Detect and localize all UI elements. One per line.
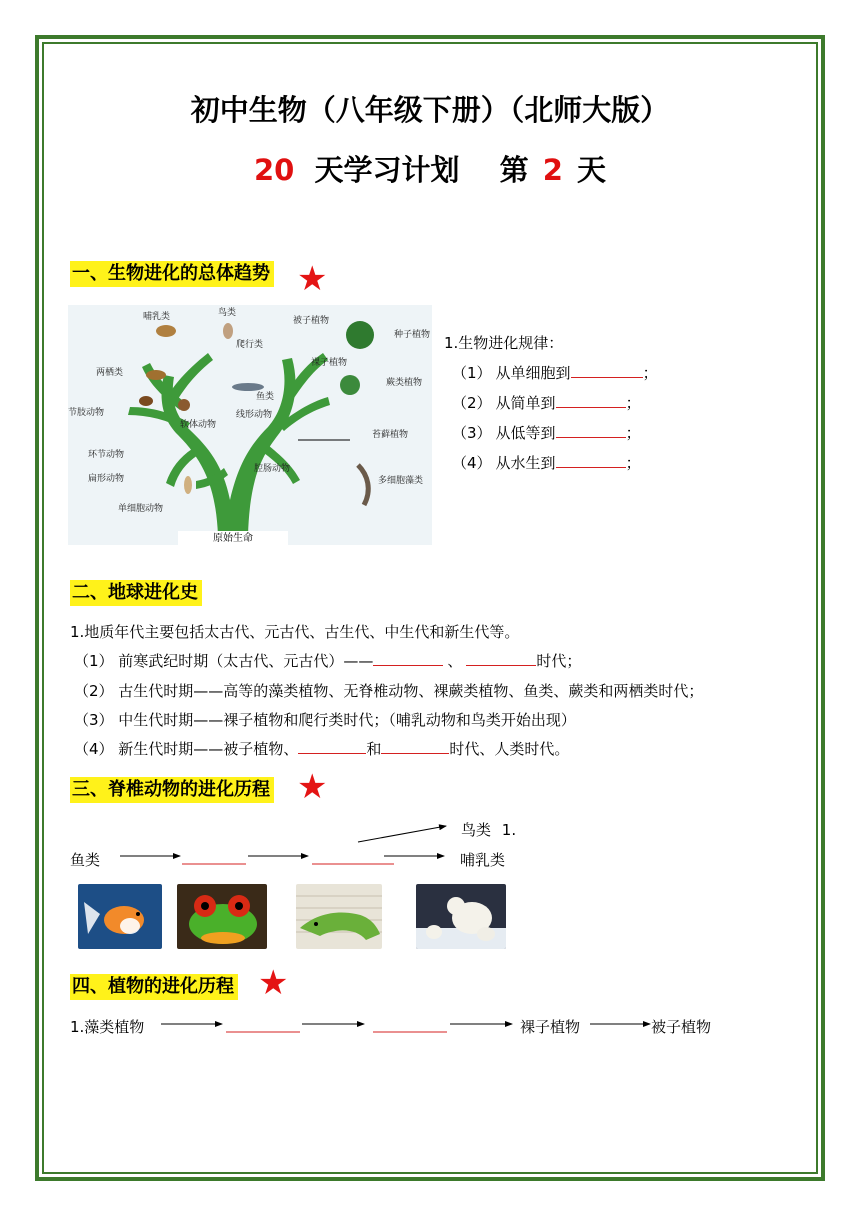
fill-blank[interactable] xyxy=(556,453,626,468)
tree-label: 线形动物 xyxy=(236,410,273,420)
rule-item-1 xyxy=(452,362,658,383)
tree-label: 节肢动物 xyxy=(68,408,105,418)
star-icon: ★ xyxy=(258,963,289,1003)
rule-text: 从水生到 xyxy=(495,454,556,472)
geology-period-4 xyxy=(74,738,569,759)
punct: ； xyxy=(625,394,641,412)
page-border-inner xyxy=(42,42,818,1174)
geology-intro: 1.地质年代主要包括太古代、元古代、古生代、中生代和新生代等。 xyxy=(70,623,520,641)
bird-label: 鸟类 xyxy=(461,821,492,839)
section1-heading-row xyxy=(70,259,274,285)
bird-num: 1. xyxy=(501,821,517,839)
section2-heading-row xyxy=(70,578,202,604)
tree-label: 爬行类 xyxy=(236,340,264,350)
geology-period-2: （2） 古生代时期——高等的藻类植物、无脊椎动物、裸蕨类植物、鱼类、蕨类和两栖类时代； xyxy=(74,682,704,700)
tree-label: 被子植物 xyxy=(293,316,330,326)
punct: ； xyxy=(642,364,658,382)
fill-blank[interactable] xyxy=(381,739,449,754)
fill-blank[interactable] xyxy=(556,393,626,408)
tree-label: 多细胞藻类 xyxy=(378,476,424,486)
tree-label: 软体动物 xyxy=(180,420,217,430)
vertebrate-mammal: 哺乳类 xyxy=(460,851,506,869)
rule-item-3 xyxy=(452,422,641,443)
period-text: 时代； xyxy=(536,652,582,670)
day-suffix: 天 xyxy=(577,153,607,187)
rule-num: （3） xyxy=(452,424,492,442)
evolution-tree-figure xyxy=(68,305,432,545)
rule-item-4 xyxy=(452,452,641,473)
iguana-photo xyxy=(296,884,382,949)
day-number: 2 xyxy=(542,153,563,187)
tree-label: 鸟类 xyxy=(218,308,237,318)
fill-blank[interactable] xyxy=(571,363,643,378)
tree-label: 苔藓植物 xyxy=(372,430,409,440)
fill-blank[interactable] xyxy=(373,651,443,666)
geology-period-1 xyxy=(74,650,581,671)
period-text: （1） 前寒武纪时期（太古代、元古代）—— xyxy=(74,652,374,670)
tree-label: 腔肠动物 xyxy=(254,464,291,474)
plant-gymnosperm: 裸子植物 xyxy=(520,1018,581,1036)
rule-num: （4） xyxy=(452,454,492,472)
plan-number: 20 xyxy=(253,153,295,187)
rule-text: 从单细胞到 xyxy=(495,364,571,382)
vertebrate-bird xyxy=(461,819,516,840)
evolution-rule-title: 1.生物进化规律： xyxy=(444,334,564,352)
fill-blank[interactable] xyxy=(466,651,536,666)
tree-label: 种子植物 xyxy=(394,330,431,340)
punct: 、 xyxy=(447,652,463,670)
geology-period-3: （3） 中生代时期——裸子植物和爬行类时代；（哺乳动物和鸟类开始出现） xyxy=(74,711,576,729)
rule-text: 从简单到 xyxy=(495,394,556,412)
polar-bear-photo xyxy=(416,884,506,949)
section4-heading-row xyxy=(70,972,238,998)
punct: ； xyxy=(625,424,641,442)
period-text: 和 xyxy=(366,740,382,758)
punct: ； xyxy=(625,454,641,472)
vertebrate-flow-arrows xyxy=(0,810,860,870)
tree-label: 蕨类植物 xyxy=(386,378,423,388)
plant-algae: 1.藻类植物 xyxy=(70,1018,145,1036)
rule-item-2 xyxy=(452,392,641,413)
tree-label: 鱼类 xyxy=(256,392,275,402)
tree-label: 哺乳类 xyxy=(143,312,171,322)
section1-heading: 一、生物进化的总体趋势 xyxy=(70,261,274,287)
section3-heading-row xyxy=(70,775,274,801)
section3-heading: 三、脊椎动物的进化历程 xyxy=(70,777,274,803)
star-icon: ★ xyxy=(297,767,328,807)
tree-label: 扁形动物 xyxy=(88,474,125,484)
rule-num: （2） xyxy=(452,394,492,412)
plan-subtitle xyxy=(0,148,860,189)
tree-label: 两栖类 xyxy=(96,368,124,378)
section2-heading: 二、地球进化史 xyxy=(70,580,202,606)
section4-heading: 四、植物的进化历程 xyxy=(70,974,238,1000)
vertebrate-fish: 鱼类 xyxy=(70,851,101,869)
period-text: 时代、人类时代。 xyxy=(449,740,570,758)
goldfish-photo xyxy=(78,884,162,949)
evolution-tree-graphic xyxy=(68,305,432,545)
plant-angiosperm: 被子植物 xyxy=(651,1018,712,1036)
star-icon: ★ xyxy=(297,259,328,299)
tree-label: 裸子植物 xyxy=(311,358,348,368)
fill-blank[interactable] xyxy=(556,423,626,438)
page-title: 初中生物（八年级下册）（北师大版） xyxy=(190,93,670,127)
period-text: （4） 新生代时期——被子植物、 xyxy=(74,740,299,758)
plan-text: 天学习计划 xyxy=(314,153,460,187)
rule-num: （1） xyxy=(452,364,492,382)
frog-photo xyxy=(177,884,267,949)
day-prefix: 第 xyxy=(499,153,529,187)
rule-text: 从低等到 xyxy=(495,424,556,442)
tree-label: 环节动物 xyxy=(88,450,125,460)
tree-label: 单细胞动物 xyxy=(118,504,164,514)
fill-blank[interactable] xyxy=(298,739,366,754)
tree-root-label: 原始生命 xyxy=(213,533,253,544)
